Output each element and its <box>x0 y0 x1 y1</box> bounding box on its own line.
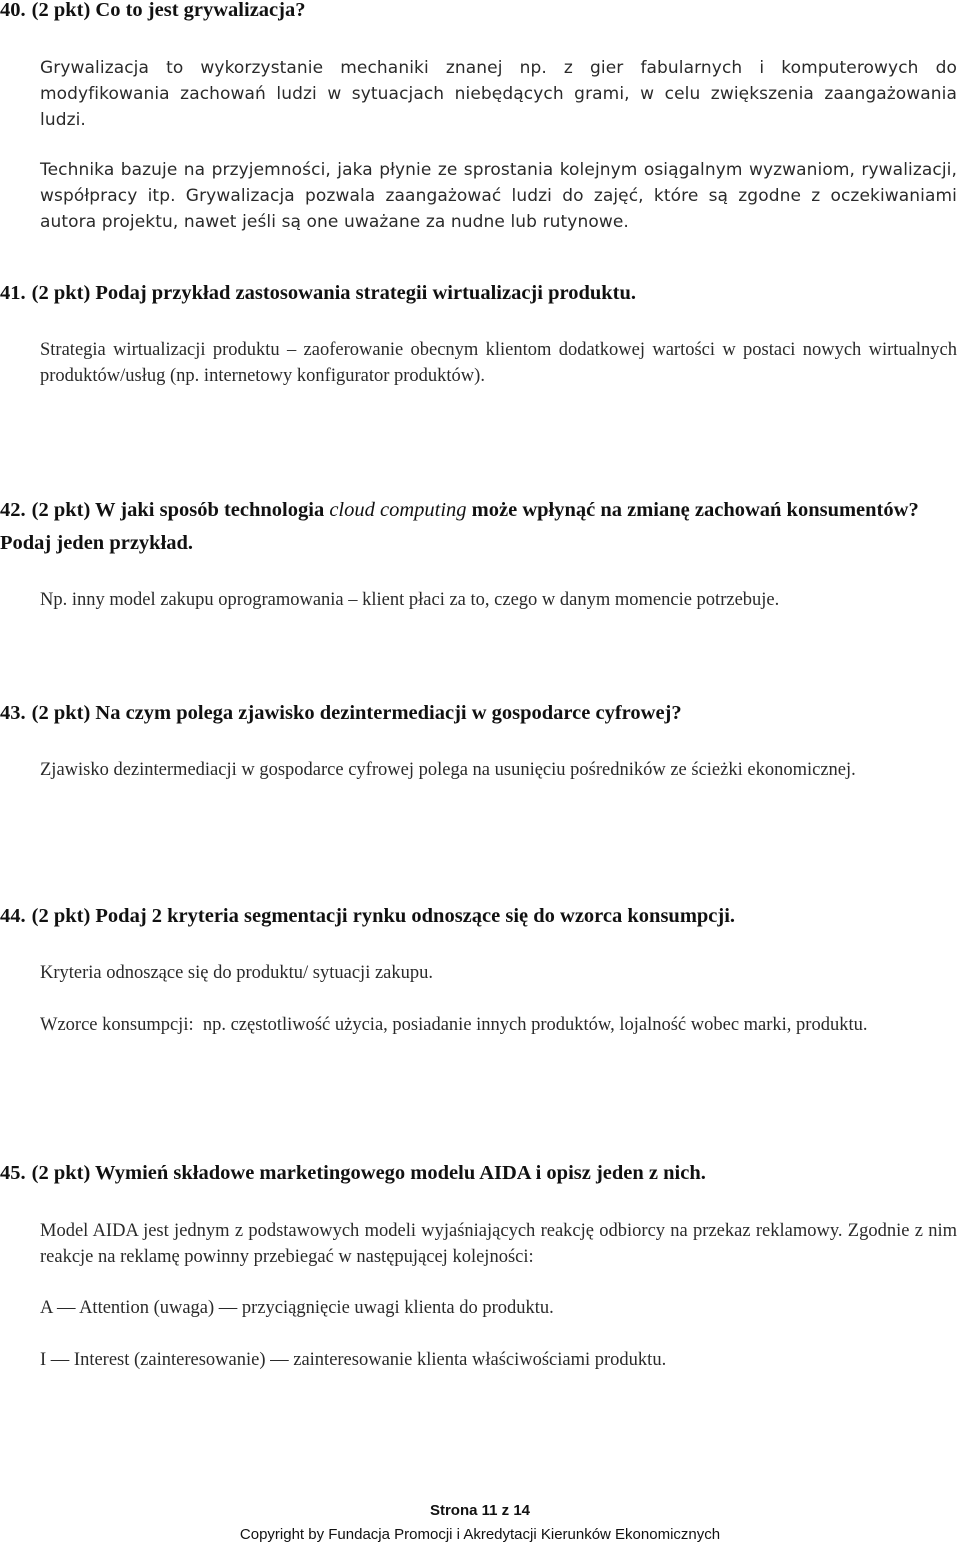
question-41-heading <box>0 277 958 310</box>
question-title-italic: cloud computing <box>329 499 467 521</box>
question-title: (2 pkt) Podaj przykład zastosowania strategii wirtualizacji produktu. <box>31 282 637 304</box>
answer-42-paragraph-1: Np. inny model zakupu oprogramowania – klient płaci za to, czego w danym momencie potrzebuje. <box>40 590 780 610</box>
question-43-heading <box>0 697 958 730</box>
answer-44-paragraph-1: Kryteria odnoszące się do produktu/ sytuacji zakupu. <box>40 963 434 983</box>
question-number: 42. <box>0 499 26 521</box>
question-title: (2 pkt) Na czym polega zjawisko dezintermediacji w gospodarce cyfrowej? <box>31 702 682 724</box>
question-number: 41. <box>0 282 26 304</box>
question-40-heading <box>0 0 958 27</box>
question-title-part: (2 pkt) W jaki sposób technologia <box>31 499 330 521</box>
answer-40-paragraph-2: Technika bazuje na przyjemności, jaka płynie ze sprostania kolejnym osiągalnym wyzwaniom, rywalizacji, współpracy itp. Grywalizacja pozwala zaangażować ludzi do zajęć, które są zgodne z oczekiwaniami autora projektu, nawet jeśli są one uważane za nudne lub rutynowe. <box>40 160 957 232</box>
page-indicator <box>0 1502 960 1519</box>
question-title: (2 pkt) Co to jest grywalizacja? <box>31 0 306 21</box>
total-pages: 14 <box>513 1502 531 1519</box>
aida-attention-item: A — Attention (uwaga) — przyciągnięcie uwagi klienta do produktu. <box>40 1298 554 1318</box>
aida-interest-item: I — Interest (zainteresowanie) — zainteresowanie klienta właściwościami produktu. <box>40 1350 667 1370</box>
question-title: (2 pkt) Podaj 2 kryteria segmentacji rynku odnoszące się do wzorca konsumpcji. <box>31 905 736 927</box>
question-number: 43. <box>0 702 26 724</box>
question-number: 40. <box>0 0 26 21</box>
question-44-heading <box>0 900 958 933</box>
question-42-heading <box>0 494 958 560</box>
question-number: 45. <box>0 1162 26 1184</box>
answer-44-paragraph-2: Wzorce konsumpcji: np. częstotliwość użycia, posiadanie innych produktów, lojalność wobec marki, produktu. <box>40 1015 868 1035</box>
question-title: (2 pkt) Wymień składowe marketingowego modelu AIDA i opisz jeden z nich. <box>31 1162 706 1184</box>
page-number: 11 <box>481 1502 498 1519</box>
copyright-notice: Copyright by Fundacja Promocji i Akredytacji Kierunków Ekonomicznych <box>239 1526 721 1543</box>
page-of-label: z <box>501 1502 510 1519</box>
page-label: Strona <box>429 1502 478 1519</box>
question-number: 44. <box>0 905 26 927</box>
answer-43-paragraph-1: Zjawisko dezintermediacji w gospodarce cyfrowej polega na usunięciu pośredników ze ścieżki ekonomicznej. <box>40 760 856 780</box>
answer-41-paragraph-1: Strategia wirtualizacji produktu – zaoferowanie obecnym klientom dodatkowej wartości w postaci nowych wirtualnych produktów/usług (np. internetowy konfigurator produktów). <box>40 340 957 386</box>
question-45-heading <box>0 1157 958 1190</box>
question-title-part: może wpłynąć na zmianę zachowań konsumentów? Podaj jeden przykład. <box>0 499 919 554</box>
answer-45-paragraph-1: Model AIDA jest jednym z podstawowych modeli wyjaśniających reakcję odbiorcy na przekaz reklamowy. Zgodnie z nim reakcje na reklamę powinny przebiegać w następującej kolejności: <box>40 1221 957 1267</box>
answer-40-paragraph-1: Grywalizacja to wykorzystanie mechaniki znanej np. z gier fabularnych i komputerowych do modyfikowania zachowań ludzi w sytuacjach niebędących grami, w celu zwiększenia zaangażowania ludzi. <box>40 58 957 130</box>
